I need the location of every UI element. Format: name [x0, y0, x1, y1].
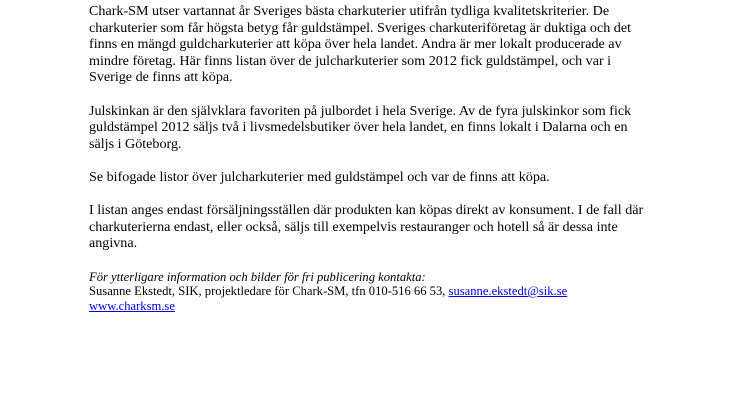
paragraph-gap	[89, 186, 654, 203]
paragraph-gap	[89, 252, 654, 269]
website-link[interactable]: www.charksm.se	[89, 298, 175, 313]
contact-intro: För ytterligare information och bilder för fri publicering kontakta:	[89, 269, 426, 284]
contact-line	[89, 284, 654, 299]
paragraph-julskinka: Julskinkan är den självklara favoriten på julbordet i hela Sverige. Av de fyra julskinkor som fick guldstämpel 2012 säljs två i livsmedelsbutiker över hela landet, en finns lokalt i Dalarna och en säljs i Göteborg.	[89, 102, 632, 152]
paragraph-attached-lists: Se bifogade listor över julcharkuterier med guldstämpel och var de finns att köpa.	[89, 168, 550, 185]
contact-email-link[interactable]: susanne.ekstedt@sik.se	[448, 284, 568, 299]
contact-person: Susanne Ekstedt, SIK, projektledare för Chark-SM, tfn 010-516 66 53,	[89, 284, 449, 299]
paragraph-sales-points: I listan anges endast försäljningsställen där produkten kan köpas direkt av konsument. I de fall där charkuterierna endast, eller också, säljs till exempelvis restauranger och hotell så är dessa inte angivna.	[89, 202, 644, 252]
paragraph-intro: Chark-SM utser vartannat år Sveriges bästa charkuterier utifrån tydliga kvalitetskriterier. De charkuterier som får högsta betyg får guldstämpel. Sveriges charkuteriföretag är duktiga och det finns en mängd guldcharkuterier att köpa över hela landet. Andra är mer lokalt producerade av mindre företag. Här finns listan över de julcharkuterier som 2012 fick guldstämpel, och var i Sverige de finns att köpa.	[89, 3, 632, 86]
paragraph-gap	[89, 152, 654, 169]
website-line	[89, 299, 654, 314]
paragraph-gap	[89, 86, 654, 103]
document-page	[89, 0, 654, 313]
